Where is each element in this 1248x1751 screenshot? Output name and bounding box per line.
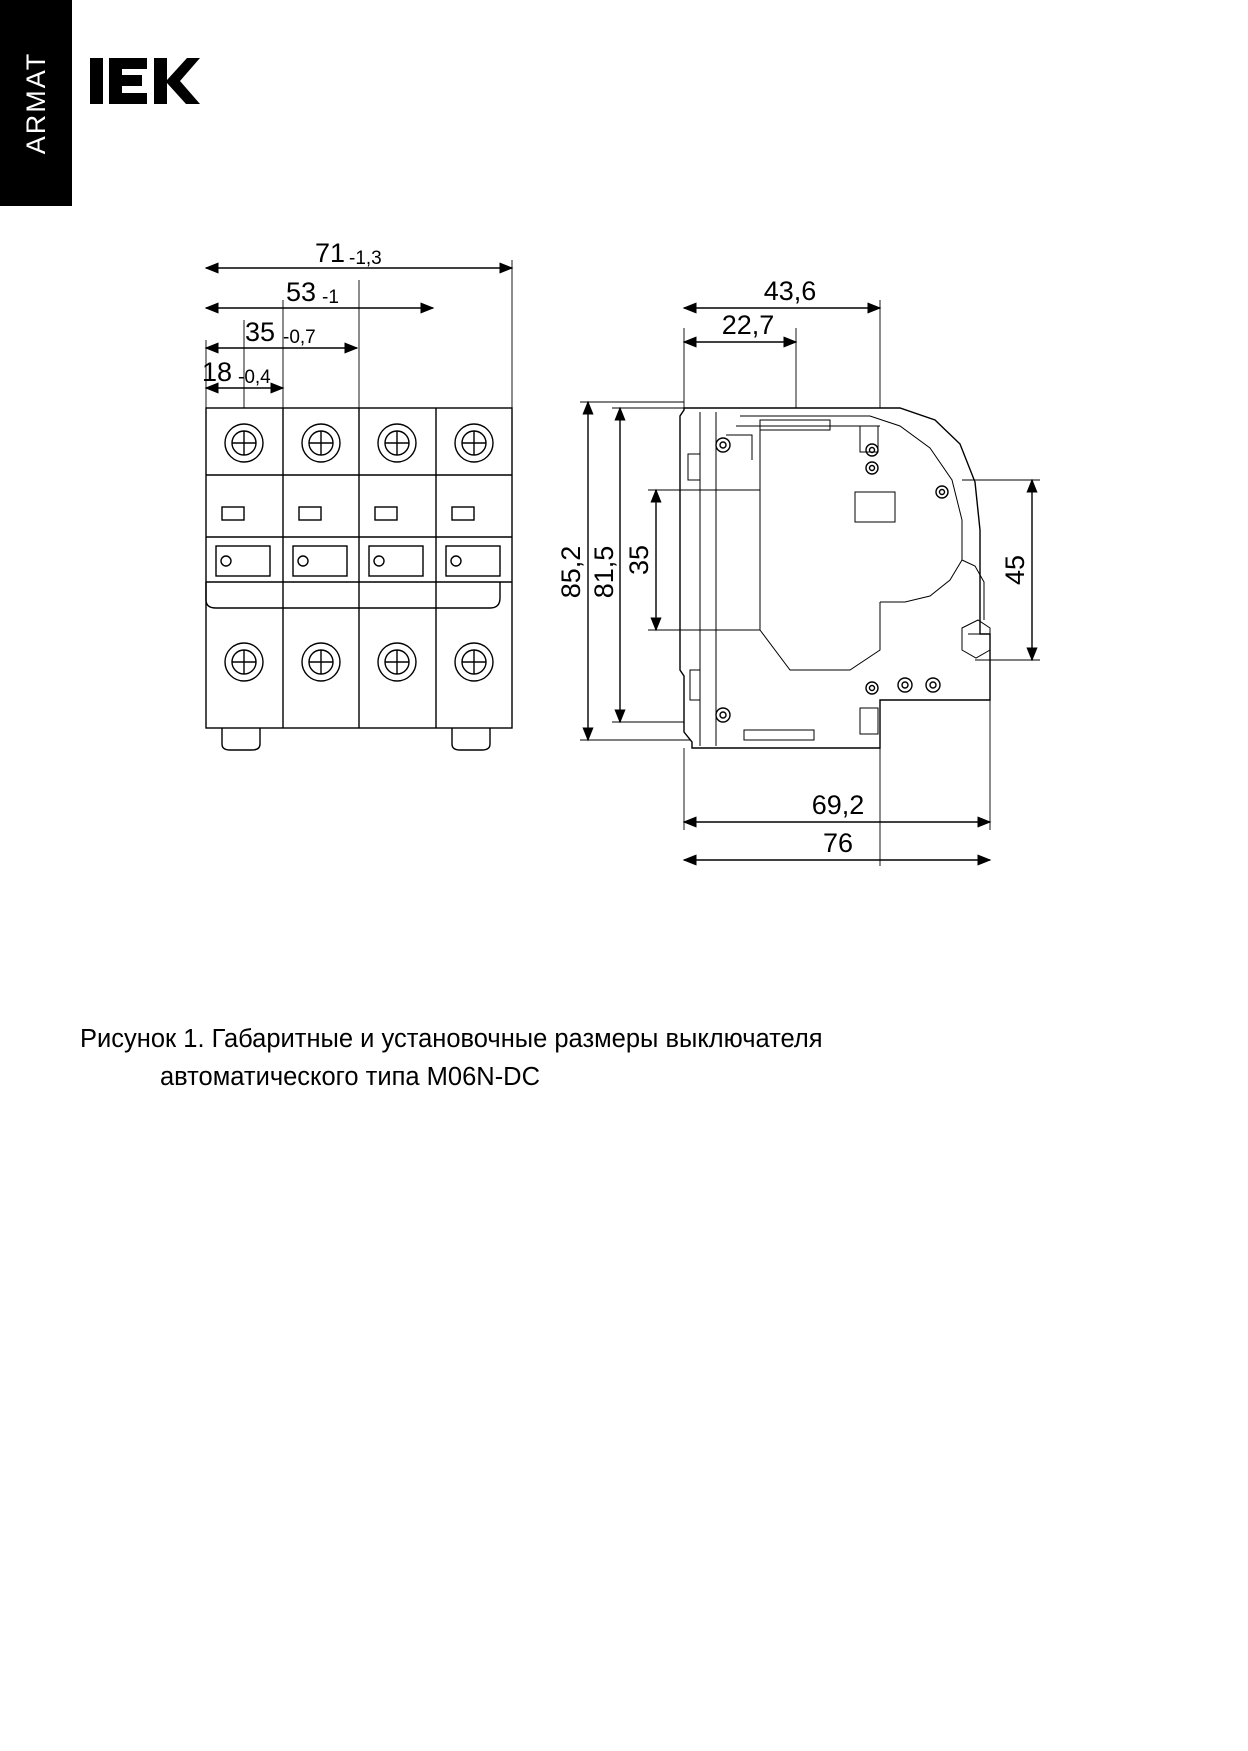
- dim-label-18-tol: -0,4: [238, 367, 271, 388]
- figure-caption-line1: Рисунок 1. Габаритные и установочные размеры выключателя: [80, 1025, 823, 1053]
- iek-logo-mark: [90, 50, 200, 112]
- dim-label-85-2: 85,2: [556, 545, 586, 599]
- technical-drawing: [0, 230, 1248, 910]
- dim-label-71-tol: -1,3: [349, 248, 382, 269]
- front-dim-labels: [202, 238, 382, 388]
- iek-logo: [90, 50, 200, 112]
- brand-corner-tab: [0, 0, 72, 206]
- dim-label-35-value: 35: [244, 317, 275, 347]
- dim-label-69-2: 69,2: [811, 790, 865, 820]
- figure-caption: [80, 1020, 1060, 1096]
- dimension-drawing-svg: [0, 230, 1248, 910]
- dim-label-53-value: 53: [285, 277, 316, 307]
- dim-label-76: 76: [822, 828, 854, 858]
- figure-caption-line2: автоматического типа M06N-DC: [160, 1063, 541, 1091]
- dim-label-45: 45: [1000, 554, 1030, 586]
- side-view-body: [680, 408, 990, 748]
- dim-label-53-tol: -1: [322, 287, 339, 308]
- front-view-body: [206, 408, 512, 750]
- dim-label-22-7: 22,7: [721, 310, 775, 340]
- brand-tab-label: ARMAT: [20, 51, 51, 155]
- dim-label-81-5: 81,5: [589, 545, 619, 599]
- side-extension-lines: [580, 300, 1040, 866]
- dim-label-35-tol: -0,7: [283, 327, 316, 348]
- dim-label-35-side: 35: [624, 544, 654, 576]
- dim-label-18-value: 18: [201, 357, 232, 387]
- side-dim-labels: [556, 276, 1030, 858]
- dim-label-43-6: 43,6: [763, 276, 817, 306]
- dim-label-71-value: 71: [314, 238, 345, 268]
